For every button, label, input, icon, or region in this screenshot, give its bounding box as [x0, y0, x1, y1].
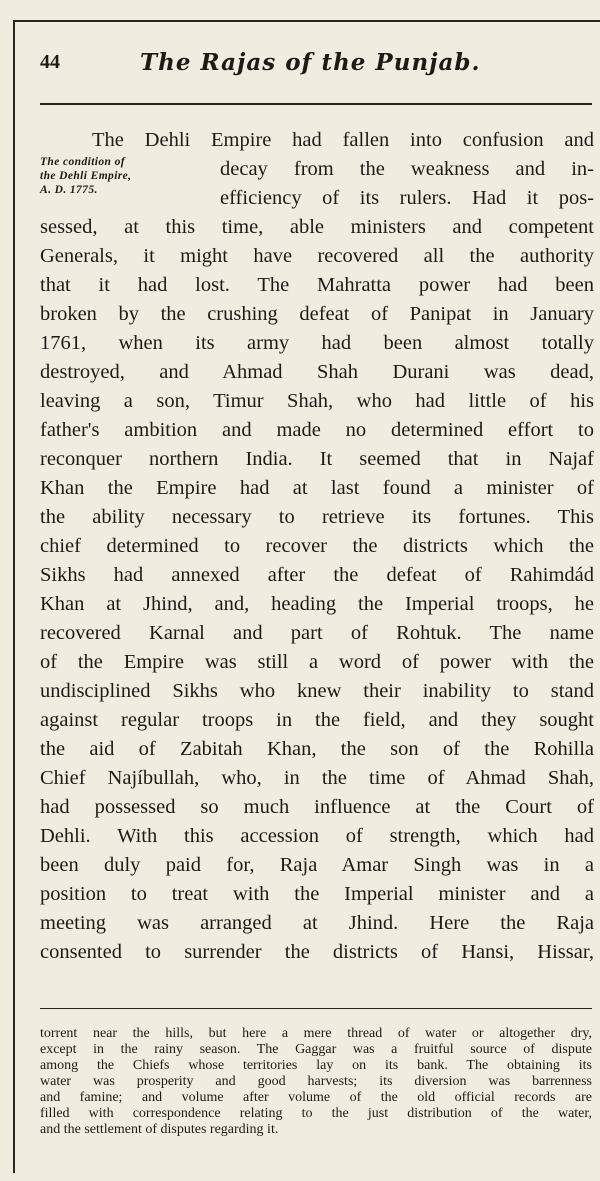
body-line: Chief Najíbullah, who, in the time of Ahmad Shah,: [40, 767, 594, 789]
body-line: Sikhs had annexed after the defeat of Rahimdád: [40, 564, 594, 586]
body-line: destroyed, and Ahmad Shah Durani was dead,: [40, 361, 594, 383]
body-line: efficiency of its rulers. Had it pos-: [220, 187, 594, 209]
body-line: Khan the Empire had at last found a minister of: [40, 477, 594, 499]
body-line: recovered Karnal and part of Rohtuk. The name: [40, 622, 594, 644]
body-line: reconquer northern India. It seemed that in Najaf: [40, 448, 594, 470]
body-line: the ability necessary to retrieve its fortunes. This: [40, 506, 594, 528]
footnote-line: torrent near the hills, but here a mere thread of water or altogether dry,: [40, 1026, 592, 1041]
footnote-line: except in the rainy season. The Gaggar was a fruitful source of dispute: [40, 1042, 592, 1057]
body-line: father's ambition and made no determined effort to: [40, 419, 594, 441]
body-line: meeting was arranged at Jhind. Here the Raja: [40, 912, 594, 934]
body-line: had possessed so much influence at the Court of: [40, 796, 594, 818]
body-line: that it had lost. The Mahratta power had been: [40, 274, 594, 296]
body-line: against regular troops in the field, and they sought: [40, 709, 594, 731]
page-header: [40, 44, 592, 80]
body-line: broken by the crushing defeat of Panipat in January: [40, 303, 594, 325]
body-line: The Dehli Empire had fallen into confusion and: [92, 129, 594, 151]
body-line: chief determined to recover the districts which the: [40, 535, 594, 557]
body-line: Dehli. With this accession of strength, which had: [40, 825, 594, 847]
body-line: leaving a son, Timur Shah, who had little of his: [40, 390, 594, 412]
footnote-line: among the Chiefs whose territories lay on its bank. The obtaining its: [40, 1058, 592, 1073]
sidenote-line: The condition of: [40, 156, 125, 168]
body-line: of the Empire was still a word of power with the: [40, 651, 594, 673]
body-line: 1761, when its army had been almost totally: [40, 332, 594, 354]
header-rule: [40, 103, 592, 105]
footnote-line: filled with correspondence relating to the just distribution of the water,: [40, 1106, 592, 1121]
body-line: consented to surrender the districts of Hansi, Hissar,: [40, 941, 594, 963]
footnote-line: and the settlement of disputes regarding it.: [40, 1122, 279, 1137]
footnote-rule: [40, 1008, 592, 1009]
footnote: [40, 1026, 592, 1138]
body-line: undisciplined Sikhs who knew their inability to stand: [40, 680, 594, 702]
sidenote-line: A. D. 1775.: [40, 184, 98, 196]
footnote-line: water was prosperity and good harvests; its diversion was barrenness: [40, 1074, 592, 1089]
top-border-rule: [13, 20, 600, 22]
page-number: 44: [40, 50, 60, 73]
body-line: the aid of Zabitah Khan, the son of the Rohilla: [40, 738, 594, 760]
body-line: Khan at Jhind, and, heading the Imperial troops, he: [40, 593, 594, 615]
sidenote-line: the Dehli Empire,: [40, 170, 132, 182]
running-title: The Rajas of the Punjab.: [140, 48, 481, 76]
body-line: Generals, it might have recovered all the authority: [40, 245, 594, 267]
body-line: sessed, at this time, able ministers and competent: [40, 216, 594, 238]
body-line: position to treat with the Imperial minister and a: [40, 883, 594, 905]
body-line: been duly paid for, Raja Amar Singh was in a: [40, 854, 594, 876]
left-border-rule: [13, 20, 15, 1173]
body-line: decay from the weakness and in-: [220, 158, 594, 180]
body-paragraph: [40, 126, 594, 967]
footnote-line: and famine; and volume after volume of the old official records are: [40, 1090, 592, 1105]
